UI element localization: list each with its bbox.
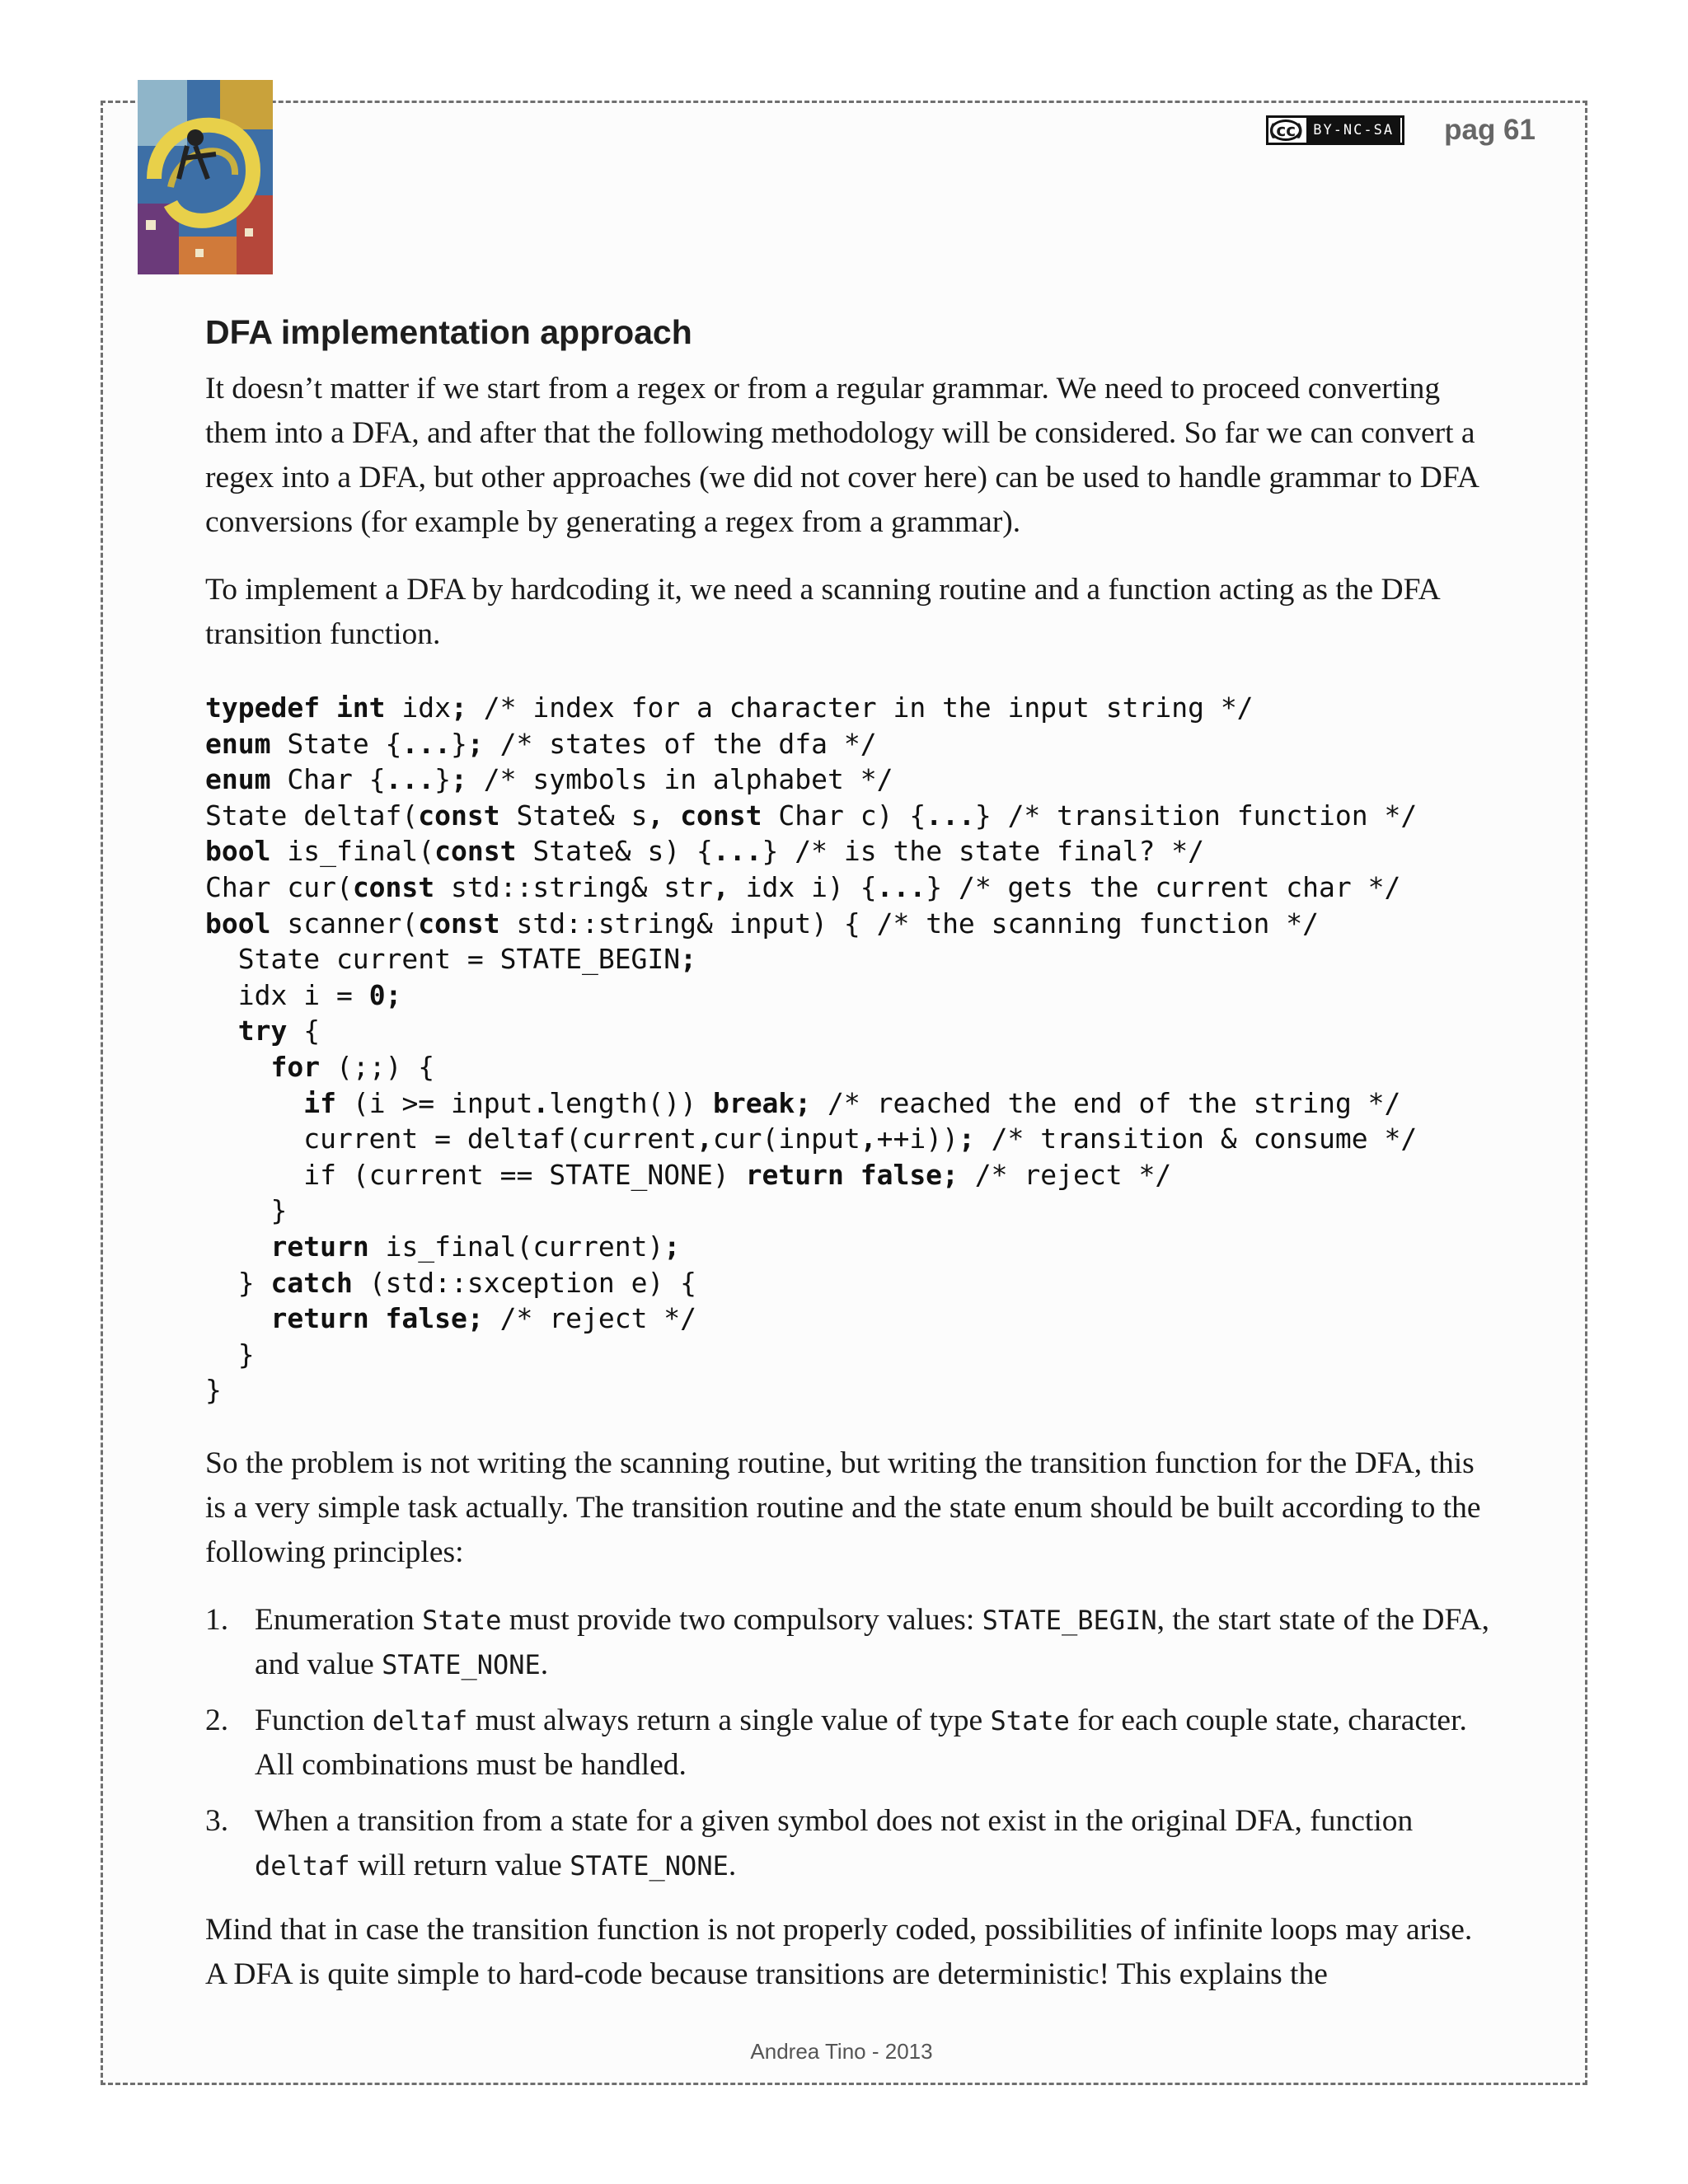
code-keyword: ... [926, 799, 975, 832]
code-text [205, 1087, 303, 1119]
code-text: /* index for a character in the input string */ [467, 691, 1254, 724]
code-text: /* symbols in alphabet */ [467, 763, 893, 796]
principle-item [205, 1799, 1491, 1888]
code-keyword: try [237, 1015, 288, 1047]
code-keyword: return [270, 1230, 369, 1263]
code-keyword: typedef int [205, 691, 386, 724]
code-keyword: , [712, 870, 729, 903]
code-text: /* reject */ [958, 1158, 1172, 1191]
code-text: } [205, 1374, 222, 1407]
inline-code: deltaf [372, 1704, 468, 1736]
code-text [205, 1230, 270, 1263]
code-text: } [434, 763, 452, 796]
code-keyword: ; [467, 727, 484, 760]
code-keyword: ... [401, 727, 452, 760]
code-text [663, 799, 680, 832]
code-keyword: const [352, 870, 435, 903]
code-text: } [205, 1194, 288, 1227]
code-text: State& s) { [516, 835, 713, 868]
code-line [205, 1372, 1491, 1408]
code-keyword: . [532, 1086, 550, 1119]
code-text: State { [270, 727, 402, 760]
code-keyword: ... [712, 835, 762, 868]
principle-item [205, 1699, 1491, 1788]
code-line [205, 1157, 1491, 1193]
code-text: length()) [549, 1086, 713, 1119]
cc-icon: (cc) [1268, 120, 1304, 140]
code-text: /* states of the dfa */ [483, 727, 877, 760]
code-text: { [287, 1015, 321, 1047]
code-keyword: return false; [270, 1302, 484, 1335]
code-text: if (current == STATE_NONE) [205, 1158, 746, 1191]
inline-code: STATE_NONE [382, 1648, 541, 1680]
principle-text: Enumeration [255, 1602, 423, 1637]
code-line [205, 1265, 1491, 1301]
code-keyword: ... [876, 870, 926, 903]
code-keyword: catch [270, 1266, 353, 1299]
section-title: DFA implementation approach [205, 313, 692, 351]
code-keyword: ; [663, 1230, 681, 1263]
painting-image [138, 80, 273, 274]
inline-code: deltaf [255, 1849, 350, 1882]
code-keyword: 0; [368, 978, 402, 1011]
code-text: Char { [270, 763, 386, 796]
code-text: Char c) { [762, 799, 926, 832]
code-line [205, 798, 1491, 834]
code-text: State& s [499, 799, 648, 832]
code-line [205, 1121, 1491, 1157]
code-text: (;;) { [320, 1050, 435, 1083]
code-text: (std::sxception e) { [352, 1266, 697, 1299]
code-keyword: ; [958, 1122, 975, 1155]
code-text: /* transition & consume */ [974, 1122, 1418, 1155]
page-header [1266, 114, 1536, 147]
code-keyword: for [270, 1050, 321, 1083]
principle-number: 3. [205, 1803, 229, 1838]
code-keyword: ; [451, 763, 467, 796]
code-keyword: return false; [745, 1158, 959, 1191]
code-text: ++i)) [876, 1122, 959, 1155]
code-keyword: break; [712, 1086, 812, 1119]
code-text: } [451, 727, 467, 760]
code-keyword: const [418, 907, 500, 940]
code-line [205, 1229, 1491, 1265]
code-text: State deltaf( [205, 799, 419, 832]
code-keyword: enum [205, 763, 271, 796]
code-text: } [205, 1266, 271, 1299]
code-text: } /* is the state final? */ [762, 835, 1204, 868]
principles-list [205, 1598, 1491, 1888]
principle-number: 2. [205, 1703, 229, 1737]
intro-paragraph: It doesn’t matter if we start from a regex or from a regular grammar. We need to proceed converting them into a DFA, and after that the following methodology will be considered. So far we can convert a regex into a DFA, but other approaches (we did not cover here) can be used to handle grammar to DFA conversions (for example by generating a regex from a grammar). [205, 372, 1478, 539]
principle-text: Function [255, 1703, 373, 1737]
inline-code: STATE_BEGIN [982, 1604, 1157, 1636]
code-text: } /* transition function */ [974, 799, 1418, 832]
code-line [205, 869, 1491, 906]
code-keyword: if [303, 1086, 336, 1119]
inline-code: State [422, 1604, 502, 1636]
code-text: is_final(current) [368, 1230, 664, 1263]
paragraph-implementation: To implement a DFA by hardcoding it, we need a scanning routine and a function acting as the DFA transition function. [205, 573, 1439, 651]
principle-text: . [540, 1647, 549, 1681]
paragraph-after-code: So the problem is not writing the scanning routine, but writing the transition function for the DFA, this is a very simple task actually. The transition routine and the state enum should be built according to the following principles: [205, 1446, 1481, 1569]
code-keyword: const [434, 835, 517, 868]
code-text: } /* gets the current char */ [926, 870, 1401, 903]
principle-text: for each couple state, character. All combinations must be handled. [255, 1703, 1467, 1782]
code-line [205, 690, 1491, 726]
code-line [205, 941, 1491, 977]
code-keyword: enum [205, 727, 271, 760]
code-text: scanner( [270, 907, 419, 940]
code-keyword: bool [205, 907, 271, 940]
principle-text: . [728, 1848, 737, 1882]
code-text: /* reached the end of the string */ [811, 1086, 1401, 1119]
principle-text: When a transition from a state for a given symbol does not exist in the original DFA, function [255, 1803, 1414, 1838]
code-line [205, 833, 1491, 869]
code-keyword: ... [385, 763, 435, 796]
cc-license-badge [1266, 115, 1404, 145]
code-text: idx i) { [729, 870, 877, 903]
principle-text: must provide two compulsory values: [501, 1602, 982, 1637]
principle-number: 1. [205, 1602, 229, 1637]
code-text: idx i = [205, 978, 369, 1011]
code-keyword: const [418, 799, 500, 832]
code-line [205, 1013, 1491, 1049]
code-keyword: ; [451, 691, 467, 724]
code-text: Char cur( [205, 870, 353, 903]
code-text: /* reject */ [483, 1302, 697, 1335]
principle-item [205, 1598, 1491, 1687]
code-text: is_final( [270, 835, 435, 868]
code-text [205, 1051, 270, 1083]
principle-text: will return value [349, 1848, 570, 1882]
code-text: (i >= input [335, 1086, 533, 1119]
code-keyword: bool [205, 835, 271, 868]
code-text: } [205, 1338, 255, 1371]
license-terms: BY-NC-SA [1306, 118, 1400, 143]
code-line [205, 762, 1491, 798]
code-keyword: , [696, 1122, 713, 1155]
code-keyword: ; [680, 943, 697, 976]
page-footer: Andrea Tino - 2013 [750, 2039, 933, 2064]
cover-thumbnail [138, 80, 273, 274]
code-line [205, 1085, 1491, 1122]
principle-text: must always return a single value of type [467, 1703, 991, 1737]
code-line [205, 906, 1491, 942]
code-line [205, 1337, 1491, 1373]
code-text: std::string& str [434, 870, 713, 903]
code-text: cur(input [712, 1122, 860, 1155]
code-keyword: const [680, 799, 762, 832]
page-number: pag 61 [1444, 114, 1536, 146]
code-text: State current = STATE_BEGIN [205, 943, 681, 976]
code-line [205, 1049, 1491, 1085]
code-line [205, 1301, 1491, 1337]
code-text [205, 1015, 238, 1047]
principle-text: , the start state of the DFA, and value [255, 1602, 1489, 1681]
inline-code: STATE_NONE [570, 1849, 729, 1882]
code-keyword: , [647, 799, 664, 832]
page-content [205, 313, 1491, 2020]
code-line [205, 977, 1491, 1014]
code-text: current = deltaf(current [205, 1122, 697, 1155]
inline-code: State [990, 1704, 1070, 1736]
code-listing [205, 690, 1491, 1408]
code-line [205, 726, 1491, 762]
code-keyword: , [860, 1122, 877, 1155]
code-line [205, 1193, 1491, 1229]
code-text [205, 1302, 270, 1334]
closing-paragraph: Mind that in case the transition function is not properly coded, possibilities of infinite loops may arise. A DFA is quite simple to hard-code because transitions are deterministic! This explains the [205, 1912, 1473, 1991]
code-text: std::string& input) { /* the scanning function */ [499, 907, 1320, 940]
code-text: idx [385, 691, 452, 724]
